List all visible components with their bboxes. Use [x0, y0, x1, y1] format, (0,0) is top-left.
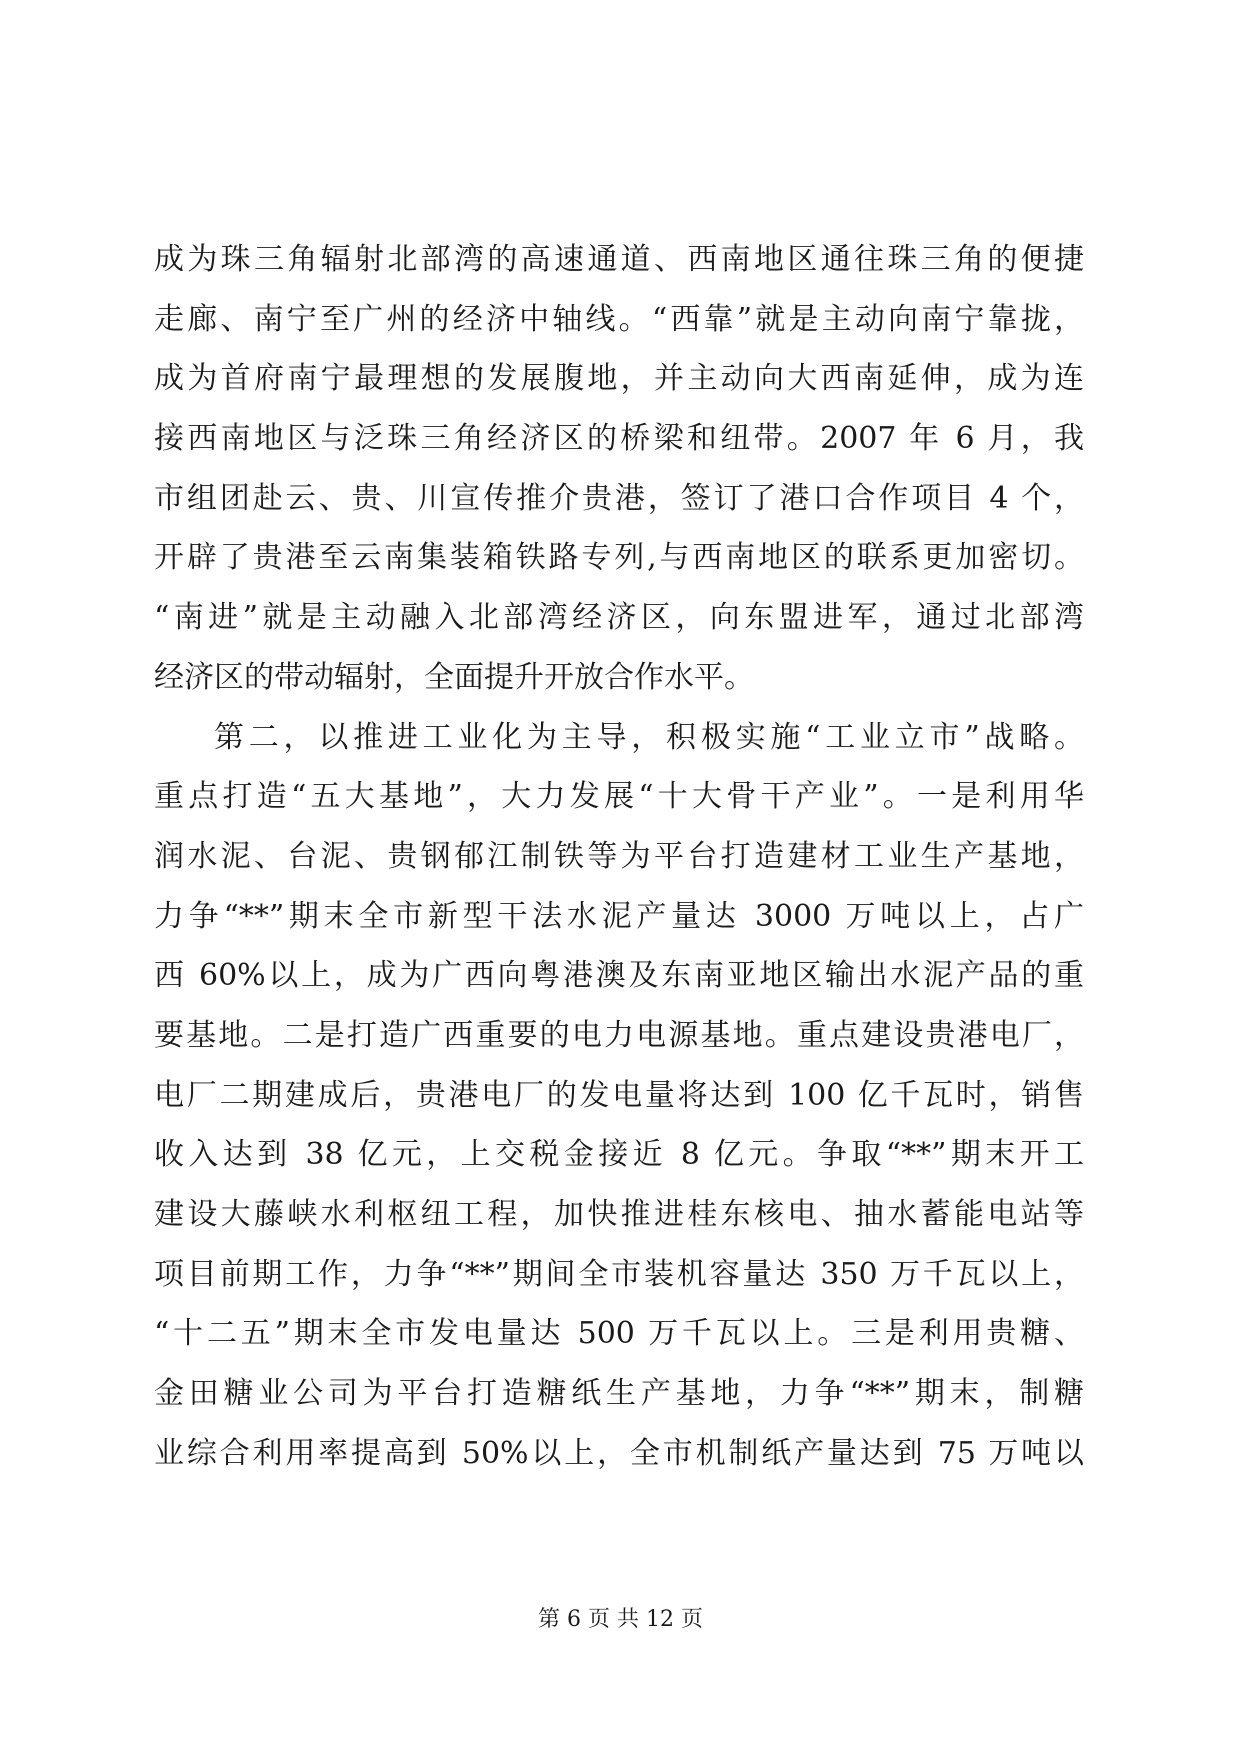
text-line: 成为珠三角辐射北部湾的高速通道、西南地区通往珠三角的便捷 — [154, 242, 1084, 277]
text-line: 西 60%以上，成为广西向粤港澳及东南亚地区输出水泥产品的重 — [154, 958, 1084, 994]
text-line: “十二五”期末全市发电量达 500 万千瓦以上。三是利用贵糖、 — [154, 1316, 1084, 1352]
text-line: 市组团赴云、贵、川宣传推介贵港，签订了港口合作项目 4 个， — [154, 480, 1084, 516]
text-line: 项目前期工作，力争“**”期间全市装机容量达 350 万千瓦以上， — [154, 1256, 1084, 1292]
text-line: 重点打造“五大基地”，大力发展“十大骨干产业”。一是利用华 — [154, 779, 1084, 815]
text-line: 润水泥、台泥、贵钢郁江制铁等为平台打造建材工业生产基地， — [154, 838, 1084, 874]
page-number-footer: 第 6 页 共 12 页 — [538, 1607, 703, 1632]
text-line: 建设大藤峡水利枢纽工程，加快推进桂东核电、抽水蓄能电站等 — [154, 1197, 1084, 1232]
text-line: 接西南地区与泛珠三角经济区的桥梁和纽带。2007 年 6 月，我 — [154, 421, 1084, 457]
text-line: 收入达到 38 亿元，上交税金接近 8 亿元。争取“**”期末开工 — [154, 1137, 1084, 1173]
text-line: 经济区的带动辐射，全面提升开放合作水平。 — [154, 659, 754, 695]
text-line: 成为首府南宁最理想的发展腹地，并主动向大西南延伸，成为连 — [154, 361, 1084, 397]
paragraph-first-line: 第二，以推进工业化为主导，积极实施“工业立市”战略。 — [214, 719, 1084, 755]
text-line: 走廊、南宁至广州的经济中轴线。“西靠”就是主动向南宁靠拢， — [154, 301, 1084, 337]
text-line: 开辟了贵港至云南集装箱铁路专列,与西南地区的联系更加密切。 — [154, 540, 1084, 576]
text-line: 金田糖业公司为平台打造糖纸生产基地，力争“**”期末，制糖 — [154, 1376, 1084, 1412]
text-line: 电厂二期建成后，贵港电厂的发电量将达到 100 亿千瓦时，销售 — [154, 1077, 1084, 1113]
text-line: “南进”就是主动融入北部湾经济区，向东盟进军，通过北部湾 — [154, 600, 1084, 636]
text-line: 力争“**”期末全市新型干法水泥产量达 3000 万吨以上，占广 — [154, 898, 1084, 934]
text-line: 业综合利用率提高到 50%以上，全市机制纸产量达到 75 万吨以 — [154, 1435, 1084, 1471]
text-line: 要基地。二是打造广西重要的电力电源基地。重点建设贵港电厂， — [154, 1017, 1084, 1053]
document-body — [154, 230, 1084, 1483]
